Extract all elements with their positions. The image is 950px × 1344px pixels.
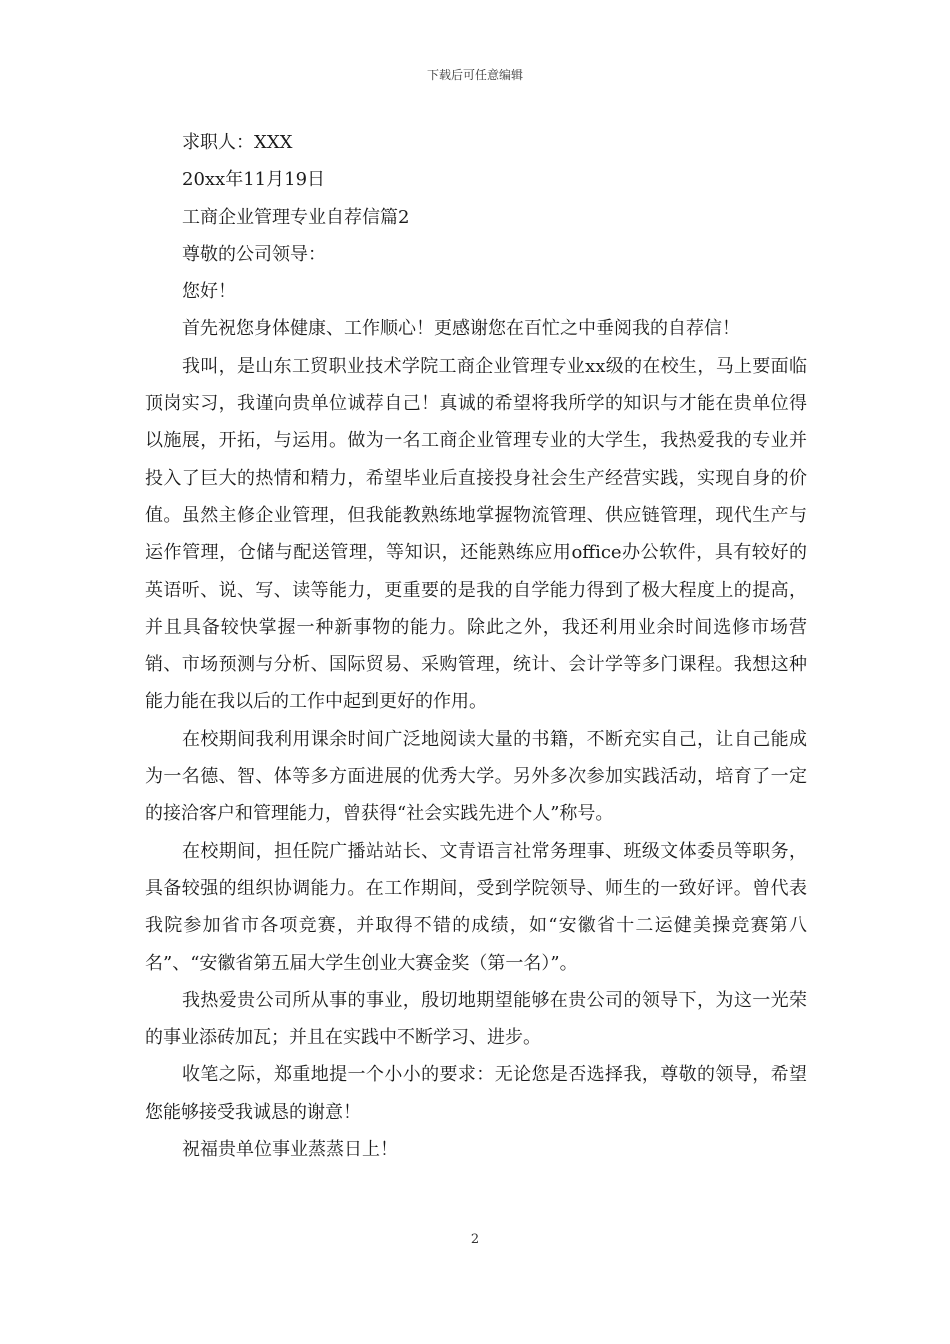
- closing-line: 祝福贵单位事业蒸蒸日上！: [182, 1139, 398, 1161]
- paragraph: 我热爱贵公司所从事的事业，殷切地期望能够在贵公司的领导下，为这一光荣的事业添砖加瓦；并且在实践中不断学习、进步。: [145, 989, 807, 1049]
- page-number: 2: [470, 1232, 480, 1247]
- greeting: 您好！: [182, 281, 236, 303]
- paragraph: 收笔之际，郑重地提一个小小的要求：无论您是否选择我，尊敬的领导，希望您能够接受我诚恳的谢意！: [145, 1064, 807, 1123]
- letter-body: [145, 124, 807, 1168]
- salutation: 尊敬的公司领导：: [182, 243, 326, 265]
- opening-line: 首先祝您身体健康、工作顺心！更感谢您在百忙之中垂阅我的自荐信！: [182, 318, 740, 340]
- paragraph: 在校期间我利用课余时间广泛地阅读大量的书籍，不断充实自己，让自己能成为一名德、智、体等多方面进展的优秀大学。另外多次参加实践活动，培育了一定的接洽客户和管理能力，曾获得“社会实践先进个人”称号。: [145, 728, 807, 825]
- date-line: 20xx年11月19日: [182, 169, 326, 191]
- header-note: 下载后可任意编辑: [426, 68, 523, 82]
- paragraph: 我叫，是山东工贸职业技术学院工商企业管理专业xx级的在校生，马上要面临顶岗实习，我谨向贵单位诚荐自己！真诚的希望将我所学的知识与才能在贵单位得以施展，开拓，与运用。做为一名工商企业管理专业的大学生，我热爱我的专业并投入了巨大的热情和精力，希望毕业后直接投身社会生产经营实践，实现自身的价值。虽然主修企业管理，但我能教熟练地掌握物流管理、供应链管理，现代生产与运作管理，仓储与配送管理，等知识，还能熟练应用office办公软件，具有较好的英语听、说、写、读等能力，更重要的是我的自学能力得到了极大程度上的提高，并且具备较快掌握一种新事物的能力。除此之外，我还利用业余时间选修市场营销、市场预测与分析、国际贸易、采购管理，统计、会计学等多门课程。我想这种能力能在我以后的工作中起到更好的作用。: [145, 355, 807, 713]
- applicant-line: 求职人：XXX: [182, 132, 293, 153]
- paragraph: 在校期间，担任院广播站站长、文青语言社常务理事、班级文体委员等职务，具备较强的组织协调能力。在工作期间，受到学院领导、师生的一致好评。曾代表我院参加省市各项竞赛，并取得不错的成绩，如“安徽省十二运健美操竞赛第八名”、“安徽省第五届大学生创业大赛金奖（第一名）”。: [145, 840, 807, 974]
- letter-heading: 工商企业管理专业自荐信篇2: [182, 206, 410, 228]
